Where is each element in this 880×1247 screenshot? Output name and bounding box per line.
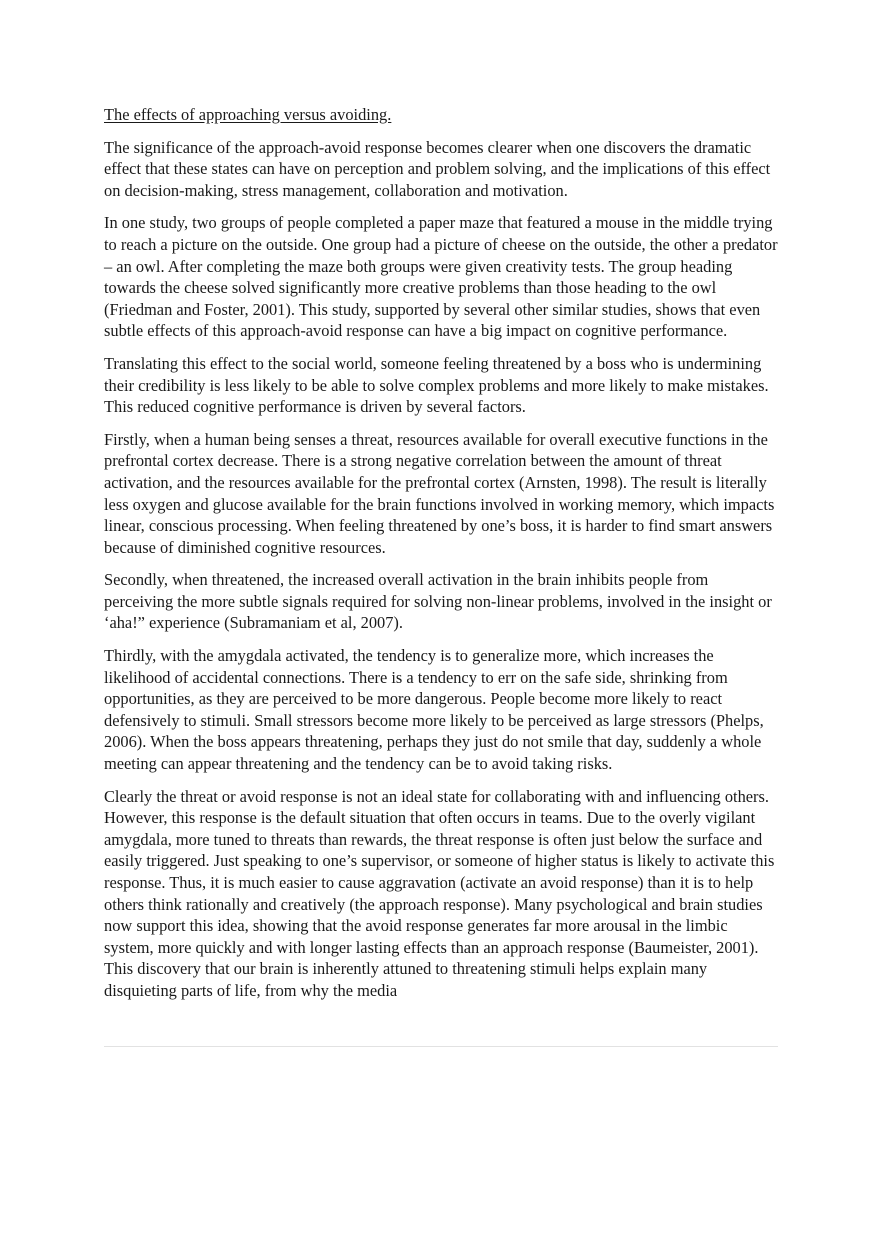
- paragraph-6: Thirdly, with the amygdala activated, the tendency is to generalize more, which increases the likelihood of accidental connections. There is a tendency to err on the safe side, shrinking from opportunities, as they are perceived to be more dangerous. People become more likely to react defensively to stimuli. Small stressors become more likely to be perceived as large stressors (Phelps, 2006). When the boss appears threatening, perhaps they just do not smile that day, suddenly a whole meeting can appear threatening and the tendency can be to avoid taking risks.: [104, 646, 764, 774]
- paragraph-2: In one study, two groups of people completed a paper maze that featured a mouse in the middle trying to reach a picture on the outside. One group had a picture of cheese on the outside, the other a predator – an owl. After completing the maze both groups were given creativity tests. The group heading towards the cheese solved significantly more creative problems than those heading to the owl (Friedman and Foster, 2001). This study, supported by several other similar studies, shows that even subtle effects of this approach-avoid response can have a big impact on cognitive performance.: [104, 213, 778, 341]
- document-page: [104, 104, 778, 1013]
- paragraph-4: Firstly, when a human being senses a threat, resources available for overall executive functions in the prefrontal cortex decrease. There is a strong negative correlation between the amount of threat activation, and the resources available for the prefrontal cortex (Arnsten, 1998). The result is literally less oxygen and glucose available for the brain functions involved in working memory, which impacts linear, conscious processing. When feeling threatened by one’s boss, it is harder to find smart answers because of diminished cognitive resources.: [104, 429, 775, 557]
- section-heading: The effects of approaching versus avoiding.: [104, 105, 392, 124]
- paragraph-5: Secondly, when threatened, the increased overall activation in the brain inhibits people from perceiving the more subtle signals required for solving non-linear problems, involved in the insight or ‘aha!” experience (Subramaniam et al, 2007).: [104, 570, 772, 633]
- footer-divider: [104, 1046, 778, 1047]
- paragraph-1: The significance of the approach-avoid response becomes clearer when one discovers the dramatic effect that these states can have on perception and problem solving, and the implications of this effect on decision-making, stress management, collaboration and motivation.: [104, 137, 771, 200]
- paragraph-7: Clearly the threat or avoid response is not an ideal state for collaborating with and influencing others. However, this response is the default situation that often occurs in teams. Due to the overly vigilant amygdala, more tuned to threats than rewards, the threat response is often just below the surface and easily triggered. Just speaking to one’s supervisor, or someone of higher status is likely to activate this response. Thus, it is much easier to cause aggravation (activate an avoid response) than it is to help others think rationally and creatively (the approach response). Many psychological and brain studies now support this idea, showing that the avoid response generates far more arousal in the limbic system, more quickly and with longer lasting effects than an approach response (Baumeister, 2001). This discovery that our brain is inherently attuned to threatening stimuli helps explain many disquieting parts of life, from why the media: [104, 786, 775, 1000]
- paragraph-3: Translating this effect to the social world, someone feeling threatened by a boss who is undermining their credibility is less likely to be able to solve complex problems and more likely to make mistakes. This reduced cognitive performance is driven by several factors.: [104, 353, 769, 417]
